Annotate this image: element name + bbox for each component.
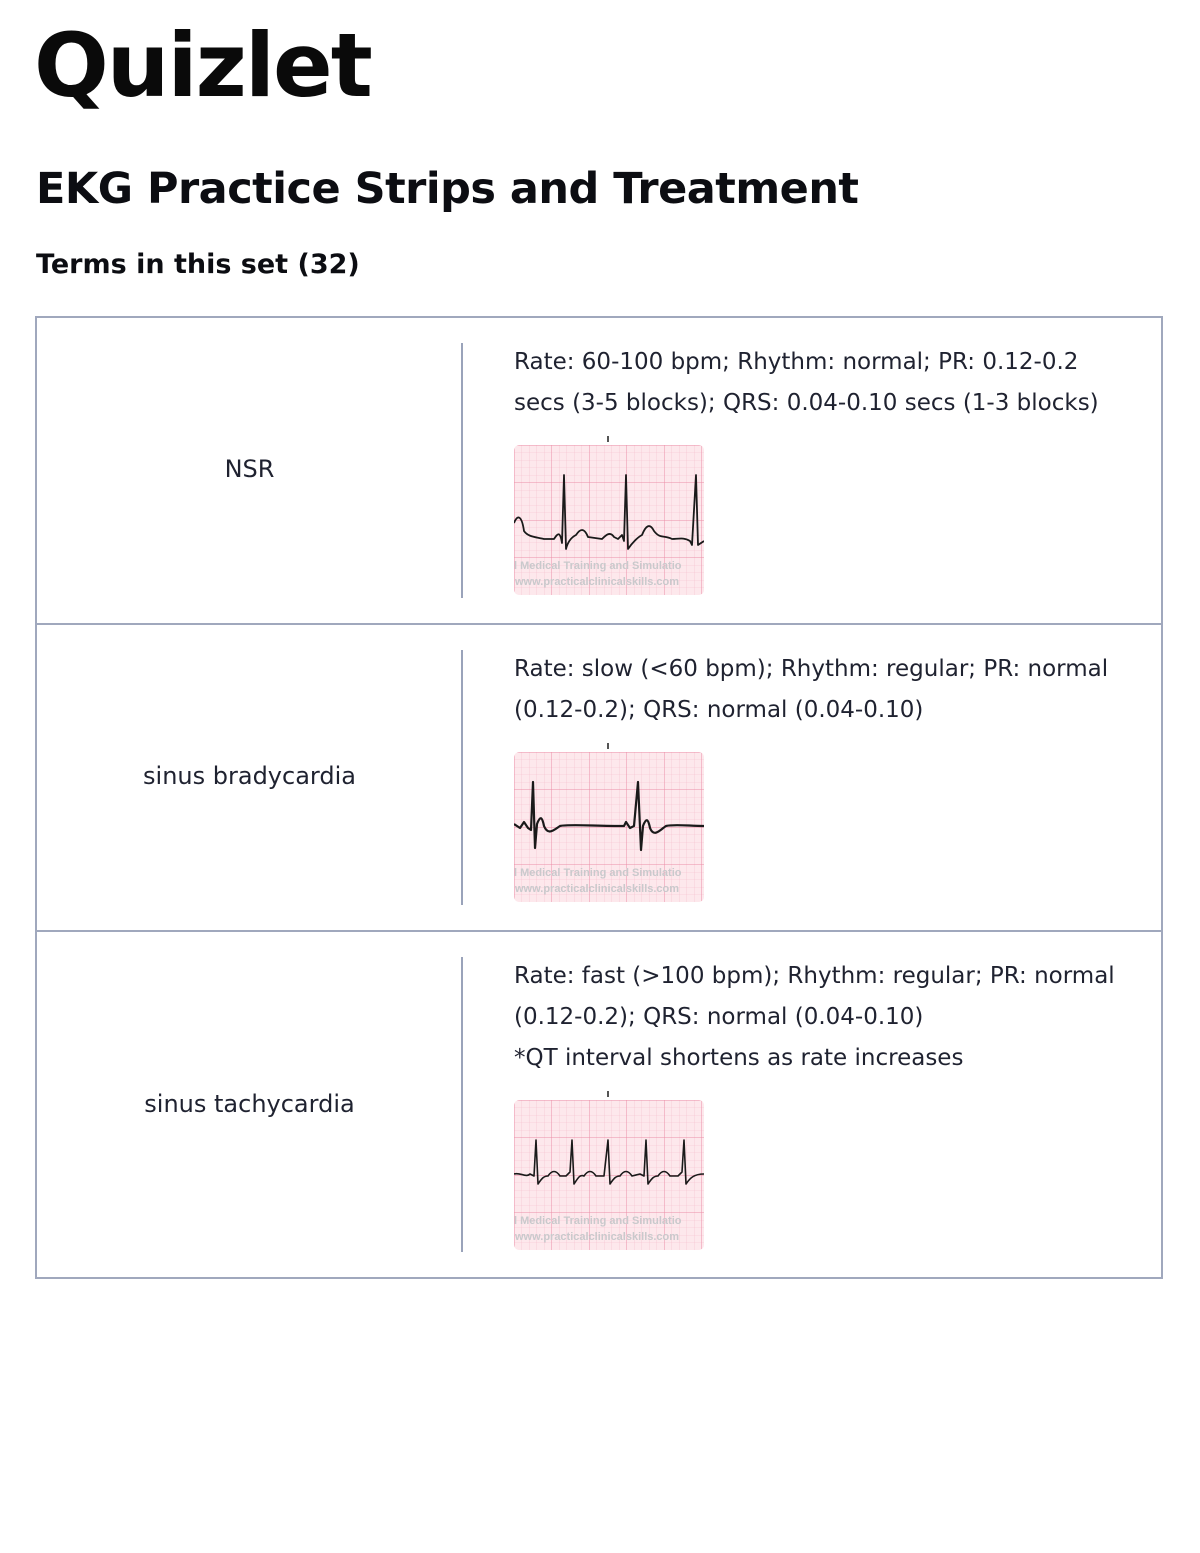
definition-line: Rate: slow (<60 bpm); Rhythm: regular; PR: normal [514,656,1109,682]
image-tick-mark [607,1091,609,1097]
ekg-strip-nsr [514,445,704,595]
card-divider [461,650,463,905]
watermark-line: www.practicalclinicalskills.com [515,883,680,895]
card-divider [461,957,463,1252]
ekg-strip-image [514,1091,704,1250]
definition-line: Rate: fast (>100 bpm); Rhythm: regular; PR: normal [514,963,1115,989]
terms-table [35,316,1163,1279]
watermark-line: www.practicalclinicalskills.com [515,576,680,588]
term-text: NSR [224,454,275,483]
definition-line: (0.12-0.2); QRS: normal (0.04-0.10) [514,1004,924,1030]
definition-line: (0.12-0.2); QRS: normal (0.04-0.10) [514,697,924,723]
definition-line: *QT interval shortens as rate increases [514,1045,964,1071]
term-card [35,930,1163,1279]
term-card [35,316,1163,625]
ekg-strip-sinus-tachycardia [514,1100,704,1250]
ekg-strip-image [514,436,704,595]
definition [514,649,1109,902]
watermark-line: www.practicalclinicalskills.com [515,1231,680,1243]
terms-count-heading: Terms in this set (32) [36,249,360,280]
ekg-strip-image [514,743,704,902]
definition-line: Rate: 60-100 bpm; Rhythm: normal; PR: 0.12-0.2 [514,349,1079,375]
image-tick-mark [607,743,609,749]
term-text: sinus tachycardia [144,1089,355,1118]
watermark-line: l Medical Training and Simulatio [514,560,682,572]
set-title: EKG Practice Strips and Treatment [36,164,859,214]
term-card [35,623,1163,932]
definition [514,956,1115,1250]
definition-line: secs (3-5 blocks); QRS: 0.04-0.10 secs (1-3 blocks) [514,390,1099,416]
card-divider [461,343,463,598]
definition [514,342,1101,595]
term-text: sinus bradycardia [143,761,356,790]
watermark-line: l Medical Training and Simulatio [514,867,682,879]
image-tick-mark [607,436,609,442]
quizlet-logo[interactable]: Quizlet [34,14,371,117]
watermark-line: l Medical Training and Simulatio [514,1215,682,1227]
ekg-strip-sinus-bradycardia [514,752,704,902]
